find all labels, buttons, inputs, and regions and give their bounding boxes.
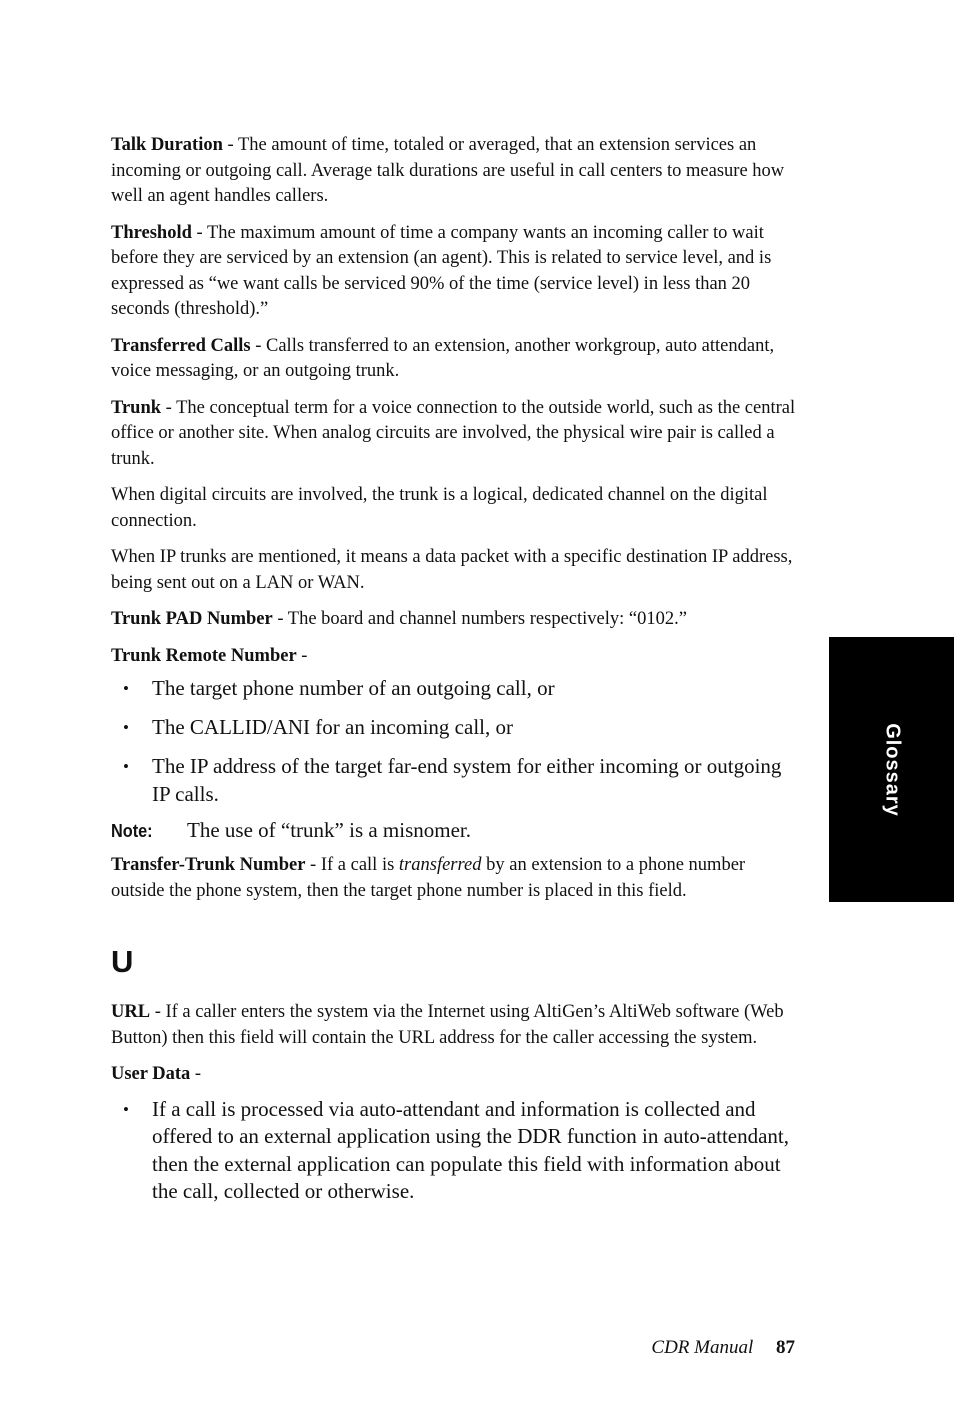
page-number: 87 xyxy=(776,1337,795,1358)
list-item xyxy=(111,1096,796,1206)
section-heading-u: U xyxy=(111,944,134,979)
glossary-entry-url xyxy=(111,1000,796,1051)
bullet-icon: • xyxy=(123,1099,129,1119)
list-item-text: The CALLID/ANI for an incoming call, or xyxy=(152,715,513,739)
entry-definition: - The conceptual term for a voice connection to the outside world, such as the central office or another site. When analog circuits are involved, the physical wire pair is called a trunk. xyxy=(111,397,796,469)
side-tab-label: Glossary xyxy=(881,722,903,817)
bullet-icon: • xyxy=(123,718,129,737)
entry-emphasis: transferred xyxy=(398,855,482,875)
list-item-text: The IP address of the target far-end system for either incoming or outgoing IP calls. xyxy=(152,754,782,806)
glossary-entry-transferred-calls xyxy=(111,334,796,385)
trunk-paragraph-digital: When digital circuits are involved, the trunk is a logical, dedicated channel on the digital connection. xyxy=(111,485,768,531)
list-item xyxy=(111,714,796,742)
entry-term: Transferred Calls xyxy=(111,335,251,356)
entry-definition-start: - If a call is xyxy=(305,855,399,875)
trunk-paragraph-ip: When IP trunks are mentioned, it means a data packet with a specific destination IP address, being sent out on a LAN or WAN. xyxy=(111,547,793,593)
list-item-text: The target phone number of an outgoing call, or xyxy=(152,676,555,700)
entry-term: Trunk PAD Number xyxy=(111,609,273,629)
entry-term: Talk Duration xyxy=(111,135,223,155)
entry-definition: - The amount of time, totaled or averaged, that an extension services an incoming or outgoing call. Average talk durations are useful in call centers to measure how well an agent handles callers. xyxy=(111,135,785,206)
manual-title: CDR Manual xyxy=(651,1337,754,1358)
entry-definition: - Calls transferred to an extension, another workgroup, auto attendant, voice messaging, or an outgoing trunk. xyxy=(111,335,775,381)
bullet-icon: • xyxy=(123,757,129,776)
glossary-entry-talk-duration xyxy=(111,133,796,210)
glossary-entry-transfer-trunk-number xyxy=(111,853,796,904)
entry-definition: - The maximum amount of time a company wants an incoming caller to wait before they are serviced by an extension (an agent). This is related to service level, and is expressed as “we want calls be serviced 90% of the time (service level) in less than 20 seconds (threshold).” xyxy=(111,222,772,319)
user-data-bullet-list xyxy=(111,1096,796,1206)
entry-term: Trunk Remote Number xyxy=(111,645,297,666)
entry-term: URL xyxy=(111,1002,151,1022)
glossary-entry-trunk-pad-number xyxy=(111,607,796,633)
entry-definition: - xyxy=(296,645,308,666)
entry-term: Threshold xyxy=(111,222,192,243)
entry-definition: - If a caller enters the system via the Internet using AltiGen’s AltiWeb software (Web Button) then this field will contain the URL address for the caller accessing the system. xyxy=(111,1002,784,1048)
note-text: The use of “trunk” is a misnomer. xyxy=(187,818,472,842)
list-item-text: If a call is processed via auto-attendant and information is collected and offered to an external application using the DDR function in auto-attendant, then the external application can populate this field with information about the call, collected or otherwise. xyxy=(152,1096,790,1203)
glossary-side-tab xyxy=(829,637,954,902)
entry-term: Transfer-Trunk Number xyxy=(111,855,306,875)
glossary-entry-user-data xyxy=(111,1062,796,1088)
glossary-entry-threshold xyxy=(111,221,796,323)
bullet-icon: • xyxy=(123,679,129,698)
list-item xyxy=(111,753,796,808)
entry-term: Trunk xyxy=(111,397,162,418)
entry-definition-end: by an extension to a phone number outside the phone system, then the target phone number is placed in this field. xyxy=(111,855,746,901)
note-label: Note: xyxy=(111,820,153,841)
page-footer xyxy=(651,1336,795,1360)
entry-definition: - The board and channel numbers respectively: “0102.” xyxy=(272,609,687,629)
list-item xyxy=(111,675,796,703)
glossary-entry-trunk-remote-number xyxy=(111,644,796,670)
trunk-remote-bullet-list xyxy=(111,675,796,808)
note xyxy=(111,817,796,844)
glossary-content xyxy=(111,133,796,1217)
entry-definition: - xyxy=(190,1064,202,1084)
glossary-entry-trunk xyxy=(111,396,796,473)
entry-term: User Data xyxy=(111,1064,191,1084)
